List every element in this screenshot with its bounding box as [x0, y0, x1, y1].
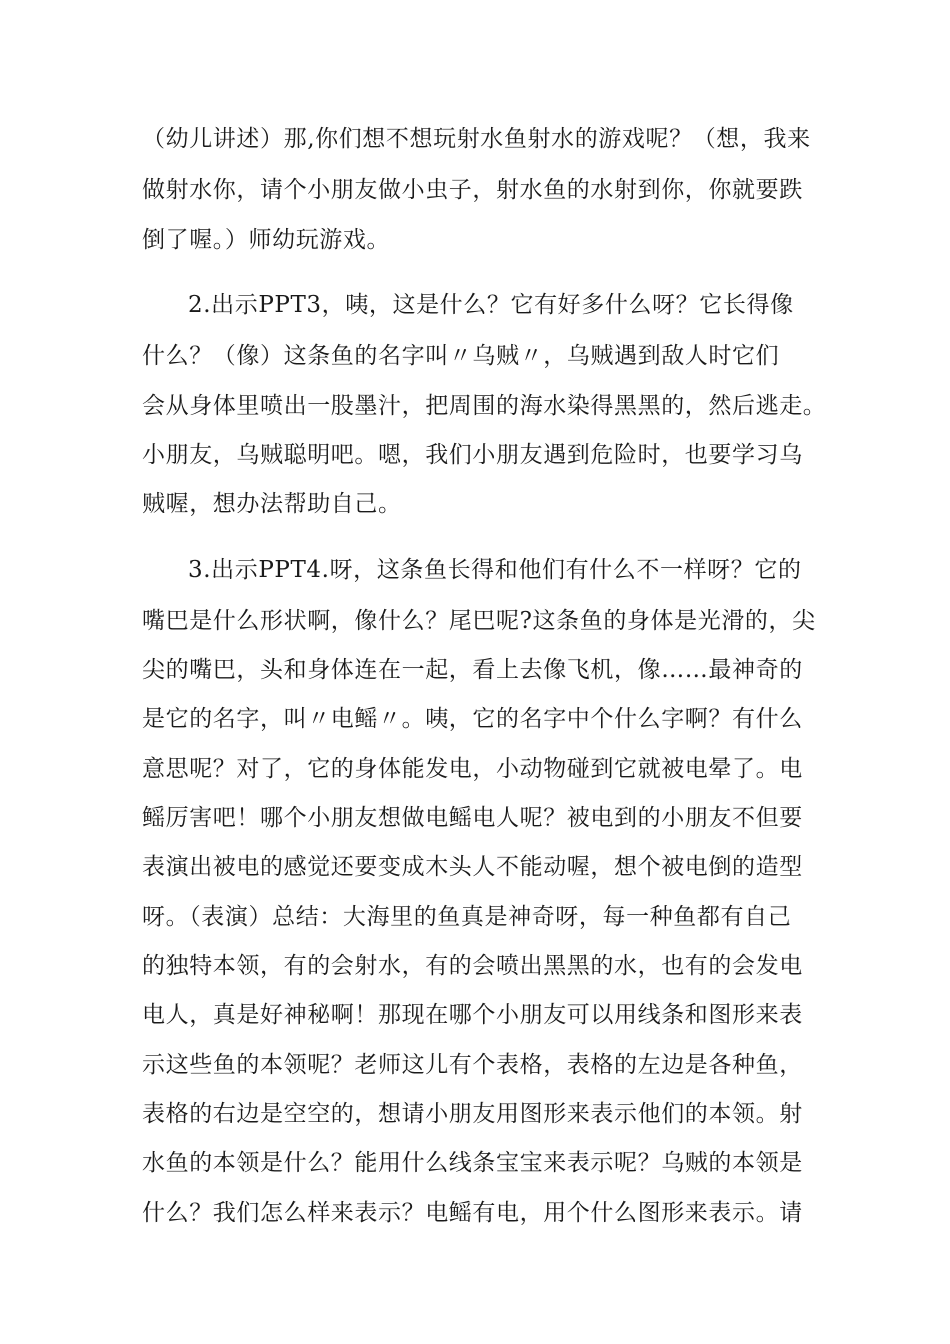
- text-line: 电人，真是好神秘啊！那现在哪个小朋友可以用线条和图形来表: [142, 1002, 803, 1028]
- text-line: 什么？我们怎么样来表示？电鳐有电，用个什么图形来表示。请: [142, 1200, 803, 1226]
- text-line: 小朋友，乌贼聪明吧。嗯，我们小朋友遇到危险时，也要学习乌: [142, 442, 803, 468]
- text-line: 的独特本领，有的会射水，有的会喷出黑黑的水，也有的会发电: [142, 953, 803, 979]
- text-line: 示这些鱼的本领呢？老师这儿有个表格，表格的左边是各种鱼，: [142, 1052, 803, 1078]
- text-line: 鳐厉害吧！哪个小朋友想做电鳐电人呢？被电到的小朋友不但要: [142, 805, 803, 831]
- text-line: 做射水你，请个小朋友做小虫子，射水鱼的水射到你，你就要跌: [142, 177, 803, 203]
- text-line: 什么？（像）这条鱼的名字叫〃乌贼〃，乌贼遇到敌人时它们: [142, 343, 780, 369]
- text-line: 3.出示PPT4.呀，这条鱼长得和他们有什么不一样呀？它的: [188, 557, 802, 583]
- text-line: 2.出示PPT3，咦，这是什么？它有好多什么呀？它长得像: [188, 292, 794, 318]
- text-line: 尖的嘴巴，头和身体连在一起，看上去像飞机，像……最神奇的: [142, 657, 803, 683]
- text-line: 意思呢？对了，它的身体能发电，小动物碰到它就被电晕了。电: [142, 756, 803, 782]
- text-line: 水鱼的本领是什么？能用什么线条宝宝来表示呢？乌贼的本领是: [142, 1150, 803, 1176]
- text-line: 倒了喔。）师幼玩游戏。: [142, 227, 391, 253]
- text-line: 是它的名字，叫〃电鳐〃。咦，它的名字中个什么字啊？有什么: [142, 706, 803, 732]
- text-line: 会从身体里喷出一股墨汁，把周围的海水染得黑黑的，然后逃走。: [142, 393, 827, 419]
- text-line: 贼喔，想办法帮助自己。: [142, 491, 402, 517]
- text-line: 表格的右边是空空的，想请小朋友用图形来表示他们的本领。射: [142, 1101, 803, 1127]
- text-line: 嘴巴是什么形状啊，像什么？尾巴呢?这条鱼的身体是光滑的，尖: [142, 608, 816, 634]
- text-line: 呀。（表演）总结：大海里的鱼真是神奇呀，每一种鱼都有自己: [142, 904, 792, 930]
- text-line: （幼儿讲述）那,你们想不想玩射水鱼射水的游戏呢？（想，我来: [142, 126, 811, 152]
- text-line: 表演出被电的感觉还要变成木头人不能动喔，想个被电倒的造型: [142, 854, 803, 880]
